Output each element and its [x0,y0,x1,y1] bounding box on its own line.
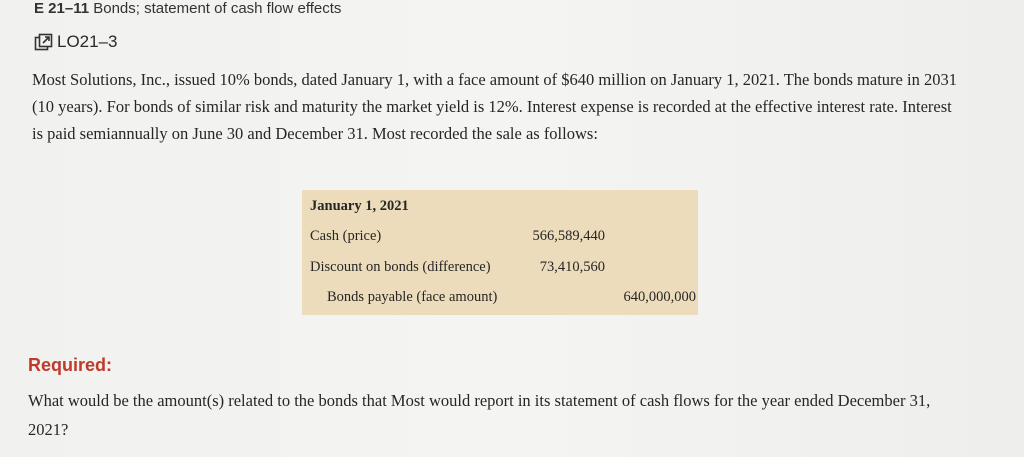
external-link-icon [34,33,53,52]
exercise-number: E 21–11 [34,0,90,17]
journal-line-debit: 73,410,560 [539,259,605,275]
journal-line-account: Cash (price) [310,228,382,244]
journal-line-account: Discount on bonds (difference) [310,259,491,275]
required-question: What would be the amount(s) related to the bonds that Most would report in its statement of cash flows for the year ended December 31, 2021? [28,391,931,439]
required-heading: Required: [28,355,113,375]
exercise-title-text: Bonds; statement of cash flow effects [93,0,342,17]
learning-objective-label: LO21–3 [57,32,118,51]
journal-entry-date: January 1, 2021 [310,198,409,214]
learning-objective-link[interactable] [34,32,118,52]
journal-line-account: Bonds payable (face amount) [327,289,498,305]
journal-line-debit: 566,589,440 [532,228,605,244]
journal-entry-box [302,190,698,315]
journal-line-credit: 640,000,000 [623,289,696,305]
exercise-title [34,0,341,17]
problem-text: Most Solutions, Inc., issued 10% bonds, dated January 1, with a face amount of $640 million on January 1, 2021. The bonds mature in 2031 (10 years). For bonds of similar risk and maturity the market yield is 12%. Interest expense is recorded at the effective interest rate. Interest is paid semiannually on June 30 and December 31. Most recorded the sale as follows: [32,70,957,143]
